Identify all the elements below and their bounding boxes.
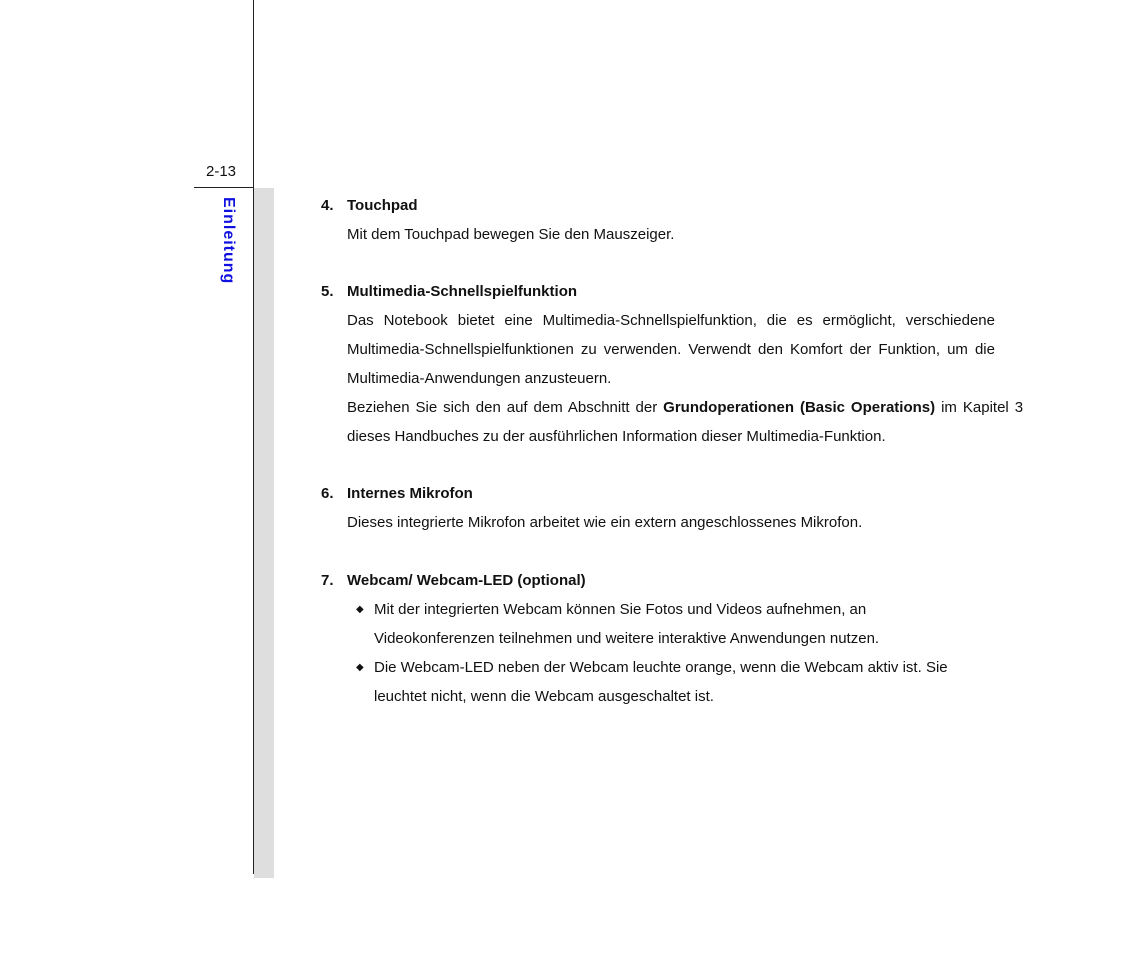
section-heading [321,479,1023,508]
page-number-rule [194,187,254,188]
section-number: 7. [321,572,334,589]
list-item-text: Mit der integrierten Webcam können Sie Fotos und Videos aufnehmen, an Videokonferenzen teilnehmen und weitere interaktive Anwendungen nutzen. [374,601,880,647]
section-title: Webcam/ Webcam-LED (optional) [347,572,586,589]
section-title: Touchpad [347,197,418,214]
section-number: 4. [321,197,334,214]
section-title: Internes Mikrofon [347,485,473,502]
section-heading [321,191,1023,220]
section-touchpad [321,191,1023,249]
section-title: Multimedia-Schnellspielfunktion [347,283,578,300]
section-reference-text [347,393,1023,451]
section-heading [321,566,1023,595]
section-number: 6. [321,485,334,502]
section-text: Dieses integrierte Mikrofon arbeitet wie ein extern angeschlossenes Mikrofon. [347,514,863,531]
list-item [356,653,994,711]
margin-grey-bar [254,188,274,878]
reference-bold-term: Grundoperationen (Basic Operations) [663,399,936,416]
section-number: 5. [321,283,334,300]
diamond-bullet-icon: ◆ [356,604,364,615]
list-item [356,595,934,653]
section-microphone [321,479,1023,537]
section-text: Mit dem Touchpad bewegen Sie den Mauszeiger. [347,226,675,243]
reference-text-start: Beziehen Sie sich den auf dem Abschnitt der [347,399,658,416]
list-item-text: Die Webcam-LED neben der Webcam leuchte orange, wenn die Webcam aktiv ist. Sie leuchtet nicht, wenn die Webcam ausgeschaltet ist. [374,659,948,705]
chapter-tab: Einleitung [220,197,237,285]
section-text: Das Notebook bietet eine Multimedia-Schnellspielfunktion, die es ermöglicht, verschiedene Multimedia-Schnellspielfunktionen zu verwenden. Verwendt den Komfort der Funktion, um die Multimedia-Anwendungen anzusteuern. [347,312,995,387]
reference-text-end: im Kapitel 3 dieses Handbuches zu der ausführlichen Information dieser Multimedia-Funktion. [347,399,1024,445]
page-number: 2-13 [206,163,237,180]
diamond-bullet-icon: ◆ [356,662,364,673]
section-webcam [321,566,1023,711]
section-heading [321,277,1023,306]
section-multimedia [321,277,1023,451]
